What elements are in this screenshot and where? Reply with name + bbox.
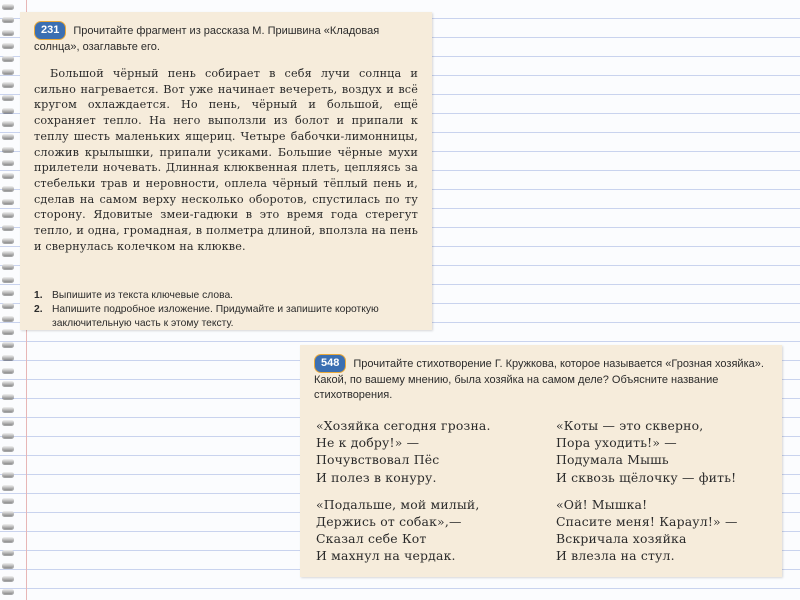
task-548-card <box>300 345 782 577</box>
binding-ring <box>2 433 14 438</box>
poem-line: Подумала Мышь <box>556 452 669 468</box>
binding-ring <box>2 134 14 139</box>
binding-ring <box>2 212 14 217</box>
poem-stanza <box>556 496 786 565</box>
poem-line: И сквозь щёлочку — фить! <box>556 469 737 485</box>
poem-line: И влезла на стул. <box>556 548 675 564</box>
task-548-instruction-block <box>314 354 774 403</box>
poem-right-column <box>556 417 786 575</box>
binding-ring <box>2 550 14 555</box>
binding-ring <box>2 407 14 412</box>
binding-ring <box>2 108 14 113</box>
poem-line: Вскричала хозяйка <box>556 531 687 547</box>
binding-ring <box>2 4 14 9</box>
binding-ring <box>2 303 14 308</box>
poem-line: Спасите меня! Караул!» — <box>556 514 738 530</box>
binding-ring <box>2 589 14 594</box>
binding-ring <box>2 316 14 321</box>
binding-ring <box>2 225 14 230</box>
binding-ring <box>2 524 14 529</box>
binding-ring <box>2 199 14 204</box>
binding-ring <box>2 420 14 425</box>
task-548-instruction: Прочитайте стихотворение Г. Кружкова, которое называется «Грозная хозяйка». Какой, по вашему мнению, была хозяйка на самом деле? Объясните название стихотворения. <box>314 358 764 401</box>
question-number: 1. <box>34 290 43 301</box>
spiral-binding <box>0 0 16 600</box>
poem-stanza <box>316 496 546 565</box>
poem-line: Пора уходить!» — <box>556 435 677 451</box>
task-231-number-badge: 231 <box>34 21 66 40</box>
task-231-questions <box>34 289 428 331</box>
binding-ring <box>2 238 14 243</box>
binding-ring <box>2 472 14 477</box>
poem-line: Держись от собак»,— <box>316 514 462 530</box>
binding-ring <box>2 173 14 178</box>
poem-line: «Подальше, мой милый, <box>316 496 480 512</box>
binding-ring <box>2 394 14 399</box>
poem-stanza <box>556 417 786 486</box>
binding-ring <box>2 498 14 503</box>
binding-ring <box>2 342 14 347</box>
question-text: Напишите подробное изложение. Придумайте и запишите короткую заключительную часть к этому тексту. <box>52 304 379 329</box>
binding-ring <box>2 459 14 464</box>
binding-ring <box>2 277 14 282</box>
question-number: 2. <box>34 304 43 315</box>
excerpt-paragraph: Большой чёрный пень собирает в себя лучи солнца и сильно нагревается. Вот уже начинает вечереть, воздух и всё кругом охлаждается. Но пень, чёрный и большой, ещё сохраняет тепло. На него выползли из болот и припали к теплу шесть маленьких ящериц. Четыре бабочки-лимонницы, сложив крылышки, припали усиками. Большие чёрные мухи прилетели ночевать. Длинная клюквенная плеть, цепляясь за стебельки трав и неровности, оплела чёрный тёплый пень и, сделав на самом верху несколько оборотов, спустилась по ту сторону. Ядовитые змеи-гадюки в это время года стерегут тепло, и одна, громадная, в полметра длиной, вползла на пень и свернулась колечком на клюкве. <box>34 67 418 253</box>
binding-ring <box>2 446 14 451</box>
poem-line: Не к добру!» — <box>316 435 420 451</box>
binding-ring <box>2 576 14 581</box>
binding-ring <box>2 17 14 22</box>
binding-ring <box>2 69 14 74</box>
binding-ring <box>2 368 14 373</box>
task-231-instruction-block <box>34 21 424 55</box>
poem-line: И махнул на чердак. <box>316 548 456 564</box>
poem-stanza <box>316 417 546 486</box>
poem-line: И полез в конуру. <box>316 469 437 485</box>
binding-ring <box>2 485 14 490</box>
binding-ring <box>2 30 14 35</box>
poem-left-column <box>316 417 546 575</box>
task-231-card <box>20 12 432 330</box>
poem-line: «Ой! Мышка! <box>556 496 648 512</box>
binding-ring <box>2 511 14 516</box>
question-item <box>34 289 428 303</box>
poem-line: Сказал себе Кот <box>316 531 427 547</box>
binding-ring <box>2 355 14 360</box>
binding-ring <box>2 251 14 256</box>
binding-ring <box>2 264 14 269</box>
binding-ring <box>2 43 14 48</box>
binding-ring <box>2 563 14 568</box>
binding-ring <box>2 537 14 542</box>
binding-ring <box>2 329 14 334</box>
task-231-instruction: Прочитайте фрагмент из рассказа М. Пришвина «Кладовая солнца», озаглавьте его. <box>34 25 380 53</box>
binding-ring <box>2 121 14 126</box>
binding-ring <box>2 82 14 87</box>
binding-ring <box>2 95 14 100</box>
prishvin-excerpt <box>34 66 418 254</box>
question-item <box>34 303 428 331</box>
poem-line: «Коты — это скверно, <box>556 418 704 433</box>
poem-line: Почувствовал Пёс <box>316 452 440 468</box>
binding-ring <box>2 186 14 191</box>
poem-line: «Хозяйка сегодня грозна. <box>316 418 491 433</box>
question-text: Выпишите из текста ключевые слова. <box>52 290 234 301</box>
binding-ring <box>2 381 14 386</box>
binding-ring <box>2 290 14 295</box>
binding-ring <box>2 160 14 165</box>
binding-ring <box>2 147 14 152</box>
task-548-number-badge: 548 <box>314 354 346 373</box>
binding-ring <box>2 56 14 61</box>
